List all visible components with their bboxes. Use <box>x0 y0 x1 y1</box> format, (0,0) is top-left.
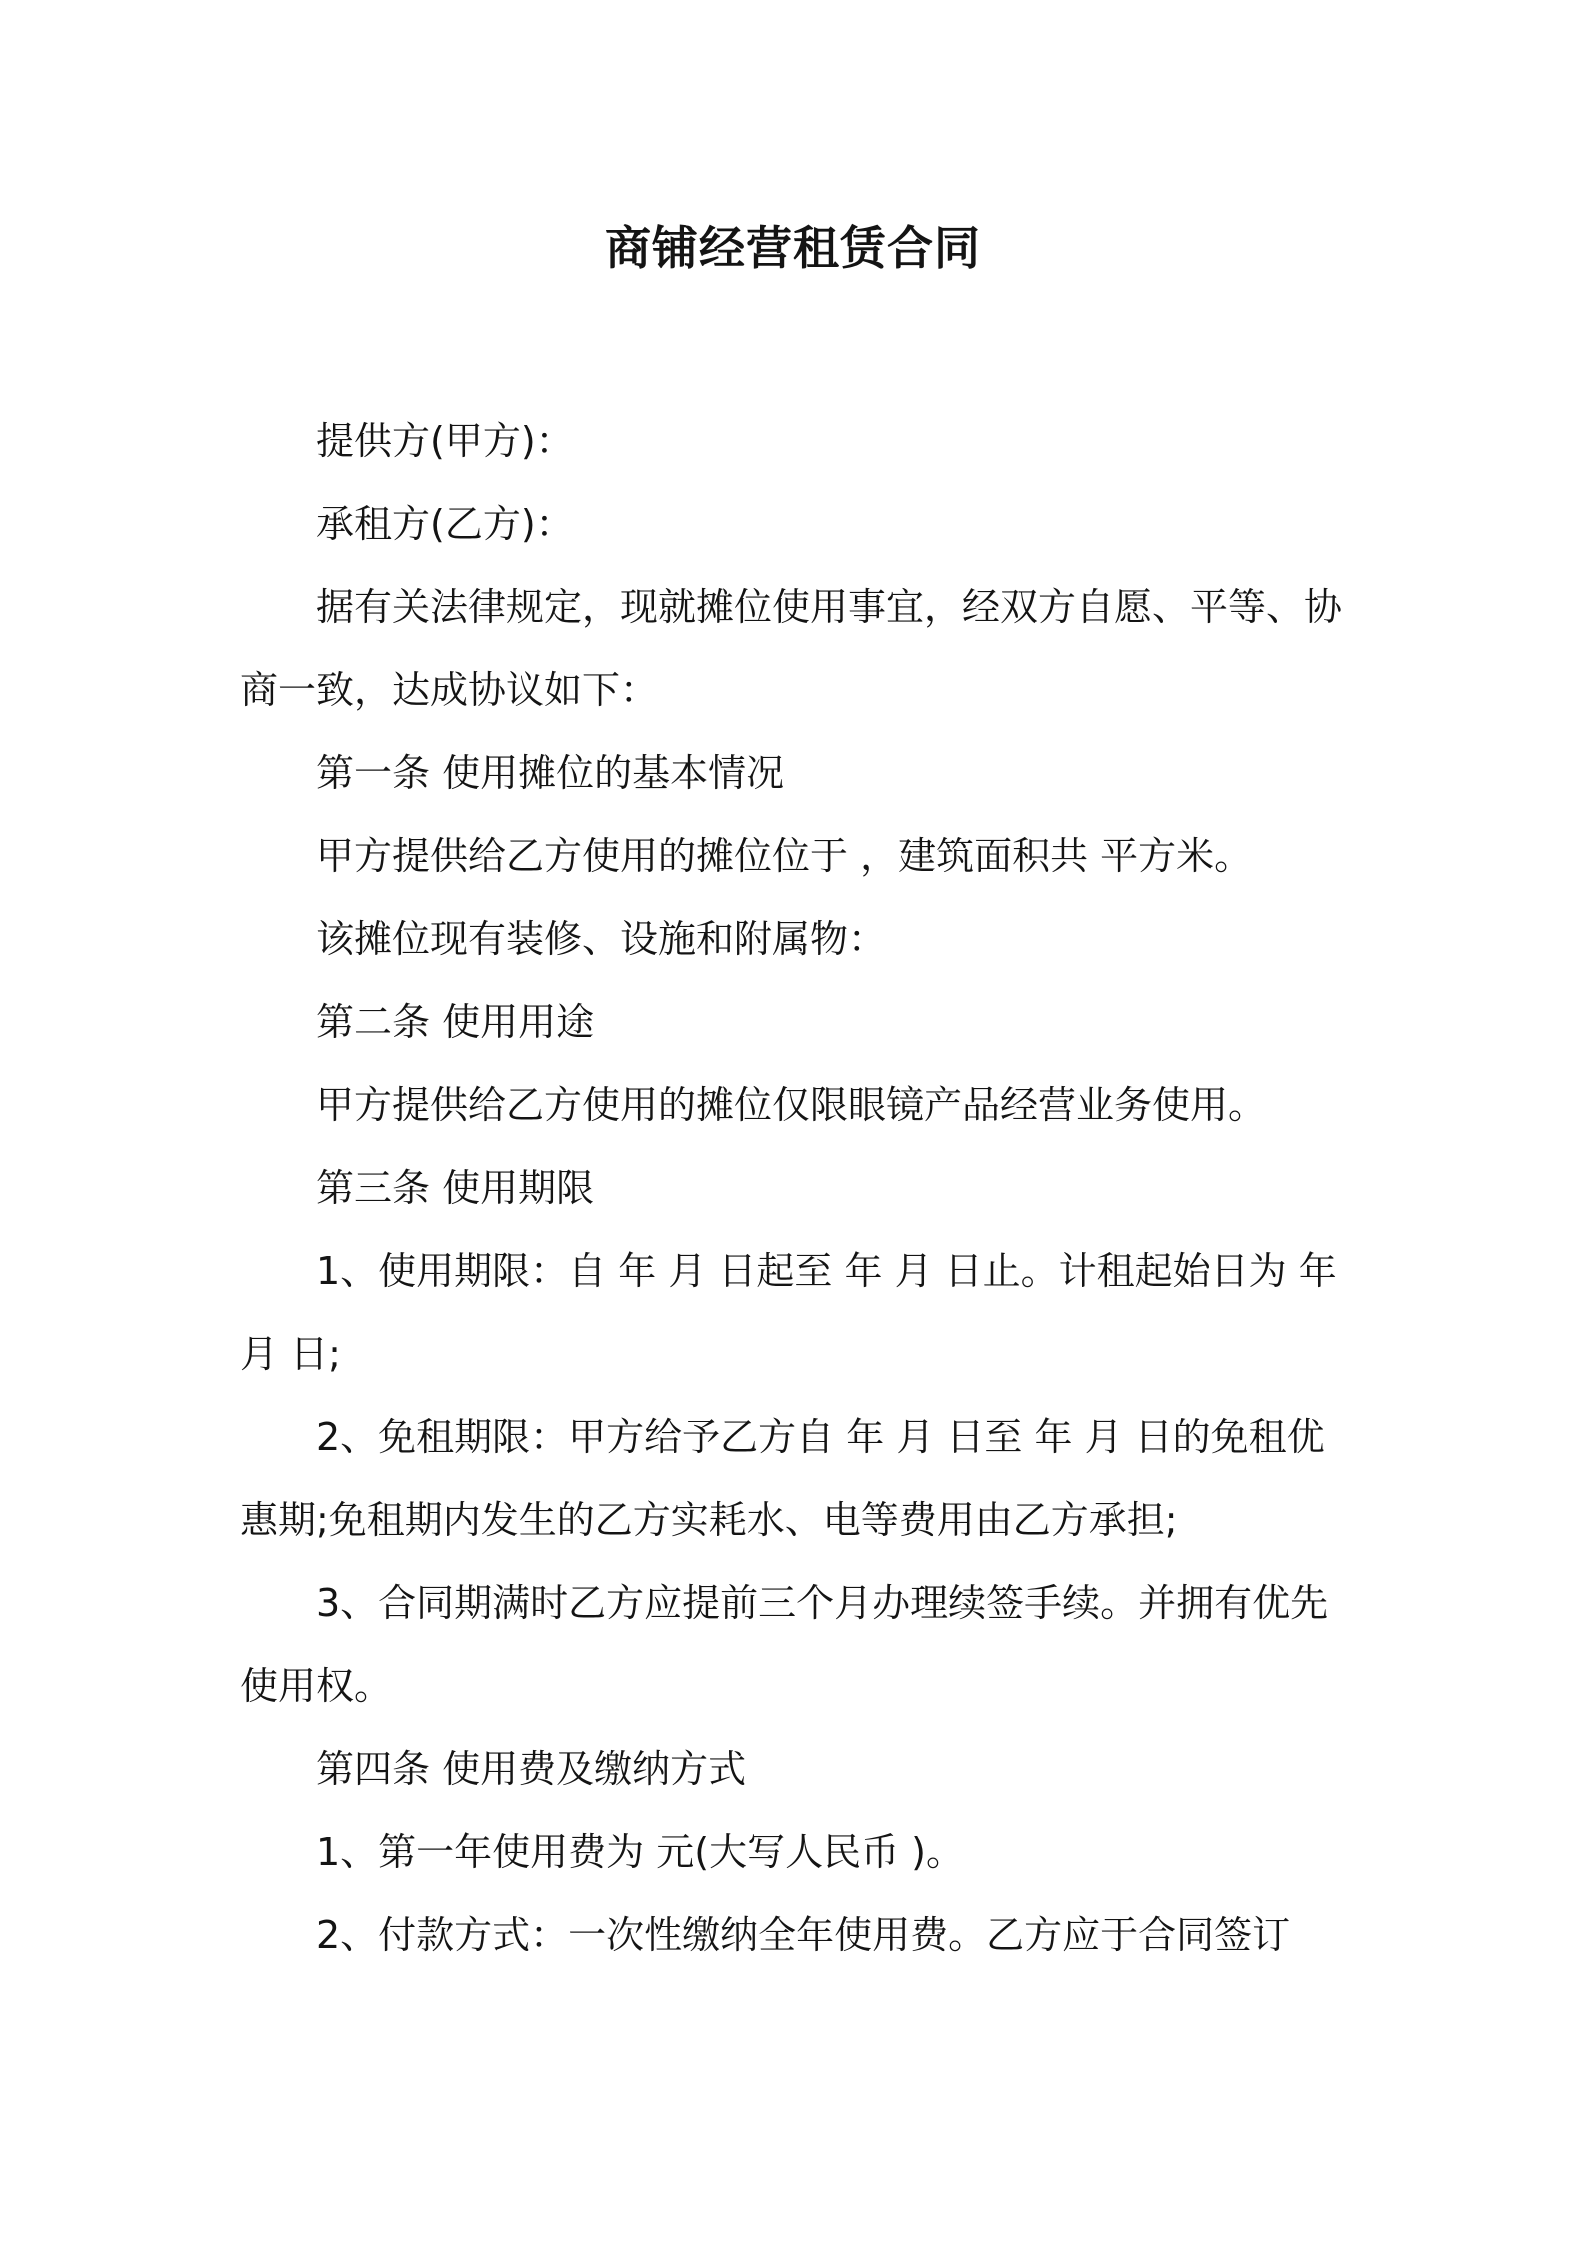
article-2-purpose: 甲方提供给乙方使用的摊位仅限眼镜产品经营业务使用。 <box>316 1083 1267 1127</box>
party-b-line: 承租方(乙方)： <box>316 502 574 546</box>
document-body <box>240 400 1350 1977</box>
article-3-clause-2: 2、免租期限：甲方给予乙方自 年 月 日至 年 月 日的免租优惠期;免租期内发生的乙方实耗水、电等费用由乙方承担; <box>240 1415 1325 1542</box>
article-1-heading: 第一条 使用摊位的基本情况 <box>316 751 785 795</box>
article-3-clause-1: 1、使用期限：自 年 月 日起至 年 月 日止。计租起始日为 年 月 日; <box>240 1249 1337 1376</box>
article-3-heading: 第三条 使用期限 <box>316 1166 595 1210</box>
article-1-location: 甲方提供给乙方使用的摊位位于 ，建筑面积共 平方米。 <box>316 834 1253 878</box>
document-title: 商铺经营租赁合同 <box>605 221 981 275</box>
article-1-facilities: 该摊位现有装修、设施和附属物： <box>316 917 887 961</box>
preamble-paragraph: 据有关法律规定，现就摊位使用事宜，经双方自愿、平等、协商一致，达成协议如下： <box>240 585 1343 712</box>
article-2-heading: 第二条 使用用途 <box>316 1000 595 1044</box>
article-4-clause-2: 2、付款方式：一次性缴纳全年使用费。乙方应于合同签订 <box>316 1913 1291 1957</box>
article-4-clause-1: 1、第一年使用费为 元(大写人民币 )。 <box>316 1830 964 1874</box>
party-a-line: 提供方(甲方)： <box>316 419 574 463</box>
article-4-heading: 第四条 使用费及缴纳方式 <box>316 1747 747 1791</box>
article-3-clause-3: 3、合同期满时乙方应提前三个月办理续签手续。并拥有优先使用权。 <box>240 1581 1329 1708</box>
